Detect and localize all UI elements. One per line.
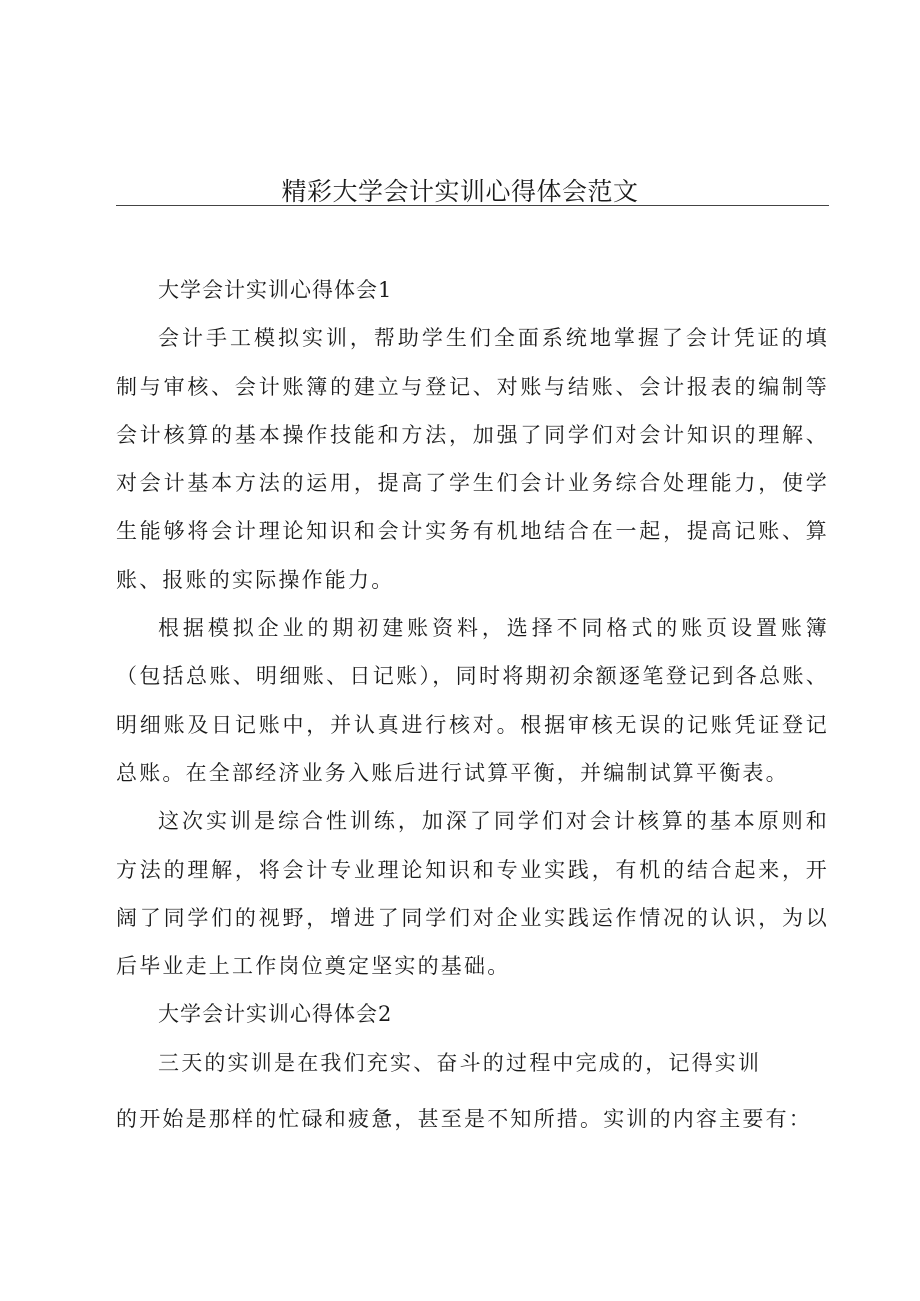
document-body [116,266,829,1143]
section-heading-2: 大学会计实训心得体会2 [158,1002,393,1027]
paragraph: 三天的实训是在我们充实、奋斗的过程中完成的，记得实训 [158,1050,762,1075]
paragraph: 的开始是那样的忙碌和疲惫，甚至是不知所措。实训的内容主要有： [116,1107,812,1132]
document-title: 精彩大学会计实训心得体会范文 [281,177,639,206]
paragraph: 会计手工模拟实训，帮助学生们全面系统地掌握了会计凭证的填制与审核、会计账簿的建立与登记、对账与结账、会计报表的编制等会计核算的基本操作技能和方法，加强了同学们对会计知识的理解、对会计基本方法的运用，提高了学生们会计业务综合处理能力，使学生能够将会计理论知识和会计实务有机地结合在一起，提高记账、算账、报账的实际操作能力。 [116,326,829,592]
paragraph: 根据模拟企业的期初建账资料，选择不同格式的账页设置账簿（包括总账、明细账、日记账），同时将期初余额逐笔登记到各总账、明细账及日记账中，并认真进行核对。根据审核无误的记账凭证登记总账。在全部经济业务入账后进行试算平衡，并编制试算平衡表。 [116,616,829,785]
paragraph: 这次实训是综合性训练，加深了同学们对会计核算的基本原则和方法的理解，将会计专业理论知识和专业实践，有机的结合起来，开阔了同学们的视野，增进了同学们对企业实践运作情况的认识，为以后毕业走上工作岗位奠定坚实的基础。 [116,809,829,979]
section-heading-1: 大学会计实训心得体会1 [158,278,393,302]
title-underline [116,205,829,206]
